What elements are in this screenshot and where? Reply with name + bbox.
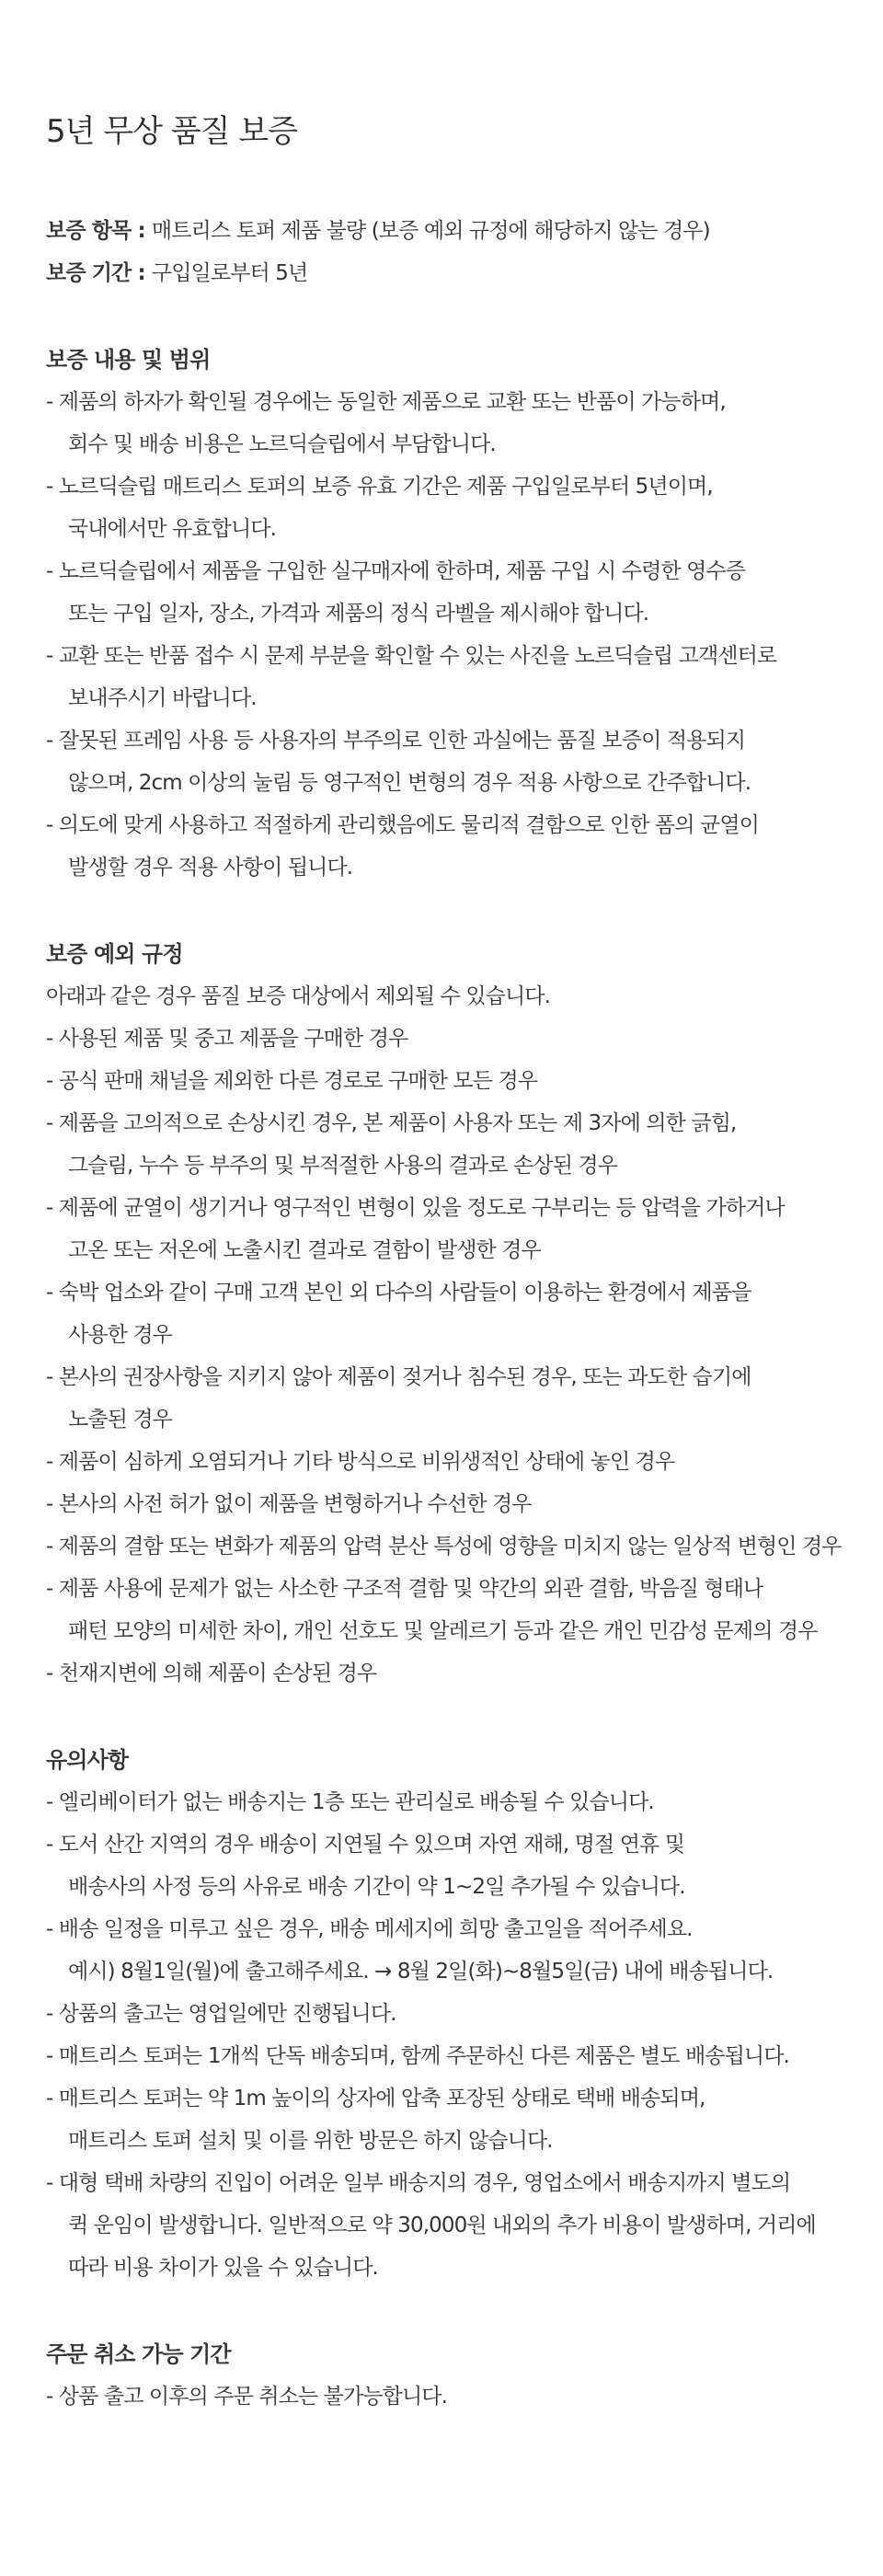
section-intro: 아래과 같은 경우 품질 보증 대상에서 제외될 수 있습니다. bbox=[46, 984, 551, 1008]
bullet-list bbox=[46, 1018, 842, 1695]
list-item-line: - 배송 일정을 미루고 싶은 경우, 배송 메세지에 희망 출고일을 적어주세요. bbox=[46, 1917, 693, 1941]
bullet-list bbox=[46, 1781, 837, 2289]
summary-row-item bbox=[46, 210, 837, 252]
list-item-line: - 의도에 맞게 사용하고 적절하게 관리했음에도 물리적 결함으로 인한 폼의 균열이 bbox=[46, 813, 760, 837]
list-item-line: - 잘못된 프레임 사용 등 사용자의 부주의로 인한 과실에는 품질 보증이 적용되지 bbox=[46, 729, 746, 753]
list-item-continuation: 회수 및 배송 비용은 노르딕슬립에서 부담합니다. bbox=[68, 432, 496, 456]
list-item-line: - 제품을 고의적으로 손상시킨 경우, 본 제품이 사용자 또는 제 3자에 의한 긁힘, bbox=[46, 1111, 737, 1135]
list-item bbox=[46, 550, 837, 635]
list-item bbox=[46, 1271, 837, 1356]
list-item bbox=[46, 1356, 837, 1441]
list-item-line: - 제품이 심하게 오염되거나 기타 방식으로 비위생적인 상태에 놓인 경우 bbox=[46, 1450, 675, 1474]
list-item-line: - 제품에 균열이 생기거나 영구적인 변형이 있을 정도로 구부리는 등 압력을 가하거나 bbox=[46, 1196, 785, 1220]
list-item bbox=[46, 1060, 837, 1102]
list-item bbox=[46, 1483, 837, 1525]
list-item-line: - 대형 택배 차량의 진입이 어려운 일부 배송지의 경우, 영업소에서 배송지까지 별도의 bbox=[46, 2171, 791, 2195]
list-item-line: - 본사의 사전 허가 없이 제품을 변형하거나 수선한 경우 bbox=[46, 1492, 532, 1516]
list-item-line: - 숙박 업소와 같이 구매 고객 본인 외 다수의 사람들이 이용하는 환경에서 제품을 bbox=[46, 1281, 751, 1305]
list-item bbox=[46, 1568, 837, 1652]
list-item-line: - 공식 판매 채널을 제외한 다른 경로로 구매한 모든 경우 bbox=[46, 1069, 538, 1093]
list-item bbox=[46, 2035, 837, 2077]
list-item bbox=[46, 1908, 837, 1993]
list-item-line: - 노르딕슬립 매트리스 토퍼의 보증 유효 기간은 제품 구입일로부터 5년이며, bbox=[46, 475, 713, 499]
section-heading: 유의사항 bbox=[46, 1747, 129, 1773]
list-item bbox=[46, 1652, 837, 1695]
list-item-line: - 천재지변에 의해 제품이 손상된 경우 bbox=[46, 1662, 377, 1685]
warranty-summary bbox=[46, 210, 837, 294]
list-item-line: - 제품 사용에 문제가 없는 사소한 구조적 결함 및 약간의 외관 결함, 박음질 형태나 bbox=[46, 1577, 763, 1601]
list-item-line: - 매트리스 토퍼는 1개씩 단독 배송되며, 함께 주문하신 다른 제품은 별도 배송됩니다. bbox=[46, 2044, 789, 2068]
list-item-line: - 제품의 결함 또는 변화가 제품의 압력 분산 특성에 영향을 미치지 않는 일상적 변형인 경우 bbox=[46, 1535, 842, 1558]
section-cancel bbox=[46, 2333, 837, 2418]
list-item bbox=[46, 2162, 837, 2289]
list-item-line: - 매트리스 토퍼는 약 1m 높이의 상자에 압축 포장된 상태로 택배 배송되며, bbox=[46, 2087, 705, 2110]
list-item-continuation: 매트리스 토퍼 설치 및 이를 위한 방문은 하지 않습니다. bbox=[68, 2129, 553, 2153]
list-item-line: - 제품의 하자가 확인될 경우에는 동일한 제품으로 교환 또는 반품이 가능하며, bbox=[46, 390, 726, 414]
list-item bbox=[46, 1525, 842, 1568]
page-title: 5년 무상 품질 보증 bbox=[46, 113, 297, 150]
summary-label: 보증 항목 : bbox=[46, 219, 152, 243]
section-scope bbox=[46, 339, 837, 889]
list-item-continuation: 보내주시기 바랍니다. bbox=[68, 686, 257, 710]
list-item-continuation: 사용한 경우 bbox=[68, 1323, 173, 1347]
summary-value: 구입일로부터 5년 bbox=[151, 261, 308, 285]
list-item bbox=[46, 2375, 837, 2418]
section-heading: 주문 취소 가능 기간 bbox=[46, 2341, 231, 2367]
list-item bbox=[46, 2077, 837, 2162]
bullet-list bbox=[46, 2375, 837, 2418]
list-item bbox=[46, 719, 837, 804]
summary-value: 매트리스 토퍼 제품 불량 (보증 예외 규정에 해당하지 않는 경우) bbox=[151, 219, 710, 243]
section-heading: 보증 예외 규정 bbox=[46, 941, 183, 967]
list-item bbox=[46, 1781, 837, 1823]
summary-label: 보증 기간 : bbox=[46, 261, 152, 285]
list-item-continuation: 노출된 경우 bbox=[68, 1408, 173, 1432]
list-item bbox=[46, 1441, 837, 1483]
list-item-line: - 상품의 출고는 영업일에만 진행됩니다. bbox=[46, 2002, 396, 2026]
list-item-line: - 본사의 권장사항을 지키지 않아 제품이 젖거나 침수된 경우, 또는 과도한 습기에 bbox=[46, 1365, 751, 1389]
section-heading: 보증 내용 및 범위 bbox=[46, 347, 211, 373]
bullet-list bbox=[46, 381, 837, 889]
list-item-line: - 교환 또는 반품 접수 시 문제 부분을 확인할 수 있는 사진을 노르딕슬립 고객센터로 bbox=[46, 644, 777, 668]
list-item bbox=[46, 1187, 837, 1271]
list-item-line: - 사용된 제품 및 중고 제품을 구매한 경우 bbox=[46, 1027, 408, 1051]
list-item-line: - 상품 출고 이후의 주문 취소는 불가능합니다. bbox=[46, 2385, 448, 2409]
list-item-continuation: 따라 비용 차이가 있을 수 있습니다. bbox=[68, 2256, 378, 2280]
list-item-continuation: 국내에서만 유효합니다. bbox=[68, 517, 277, 541]
list-item bbox=[46, 1823, 837, 1908]
list-item bbox=[46, 381, 837, 466]
list-item-continuation: 배송사의 사정 등의 사유로 배송 기간이 약 1~2일 추가될 수 있습니다. bbox=[68, 1875, 685, 1899]
list-item bbox=[46, 635, 837, 719]
section-exceptions bbox=[46, 933, 842, 1695]
list-item bbox=[46, 1993, 837, 2035]
list-item-continuation: 패턴 모양의 미세한 차이, 개인 선호도 및 알레르기 등과 같은 개인 민감성 문제의 경우 bbox=[68, 1619, 818, 1643]
list-item-line: - 노르딕슬립에서 제품을 구입한 실구매자에 한하며, 제품 구입 시 수령한 영수증 bbox=[46, 559, 746, 583]
list-item bbox=[46, 466, 837, 550]
list-item bbox=[46, 804, 837, 889]
section-notes bbox=[46, 1739, 837, 2289]
list-item bbox=[46, 1018, 837, 1060]
list-item-line: - 엘리베이터가 없는 배송지는 1층 또는 관리실로 배송될 수 있습니다. bbox=[46, 1790, 654, 1814]
list-item-continuation: 또는 구입 일자, 장소, 가격과 제품의 정식 라벨을 제시해야 합니다. bbox=[68, 602, 649, 626]
list-item-continuation: 예시) 8월1일(월)에 출고해주세요. → 8월 2일(화)~8월5일(금) 내에 배송됩니다. bbox=[68, 1960, 774, 1984]
list-item-continuation: 않으며, 2cm 이상의 눌림 등 영구적인 변형의 경우 적용 사항으로 간주합니다. bbox=[68, 771, 751, 795]
list-item-continuation: 그슬림, 누수 등 부주의 및 부적절한 사용의 결과로 손상된 경우 bbox=[68, 1154, 618, 1178]
list-item-continuation: 발생할 경우 적용 사항이 됩니다. bbox=[68, 856, 353, 880]
summary-row-period bbox=[46, 252, 837, 294]
list-item bbox=[46, 1102, 837, 1187]
list-item-continuation: 퀵 운임이 발생합니다. 일반적으로 약 30,000원 내외의 추가 비용이 발생하며, 거리에 bbox=[68, 2214, 816, 2237]
list-item-line: - 도서 산간 지역의 경우 배송이 지연될 수 있으며 자연 재해, 명절 연휴 및 bbox=[46, 1833, 685, 1857]
list-item-continuation: 고온 또는 저온에 노출시킨 결과로 결함이 발생한 경우 bbox=[68, 1238, 541, 1262]
